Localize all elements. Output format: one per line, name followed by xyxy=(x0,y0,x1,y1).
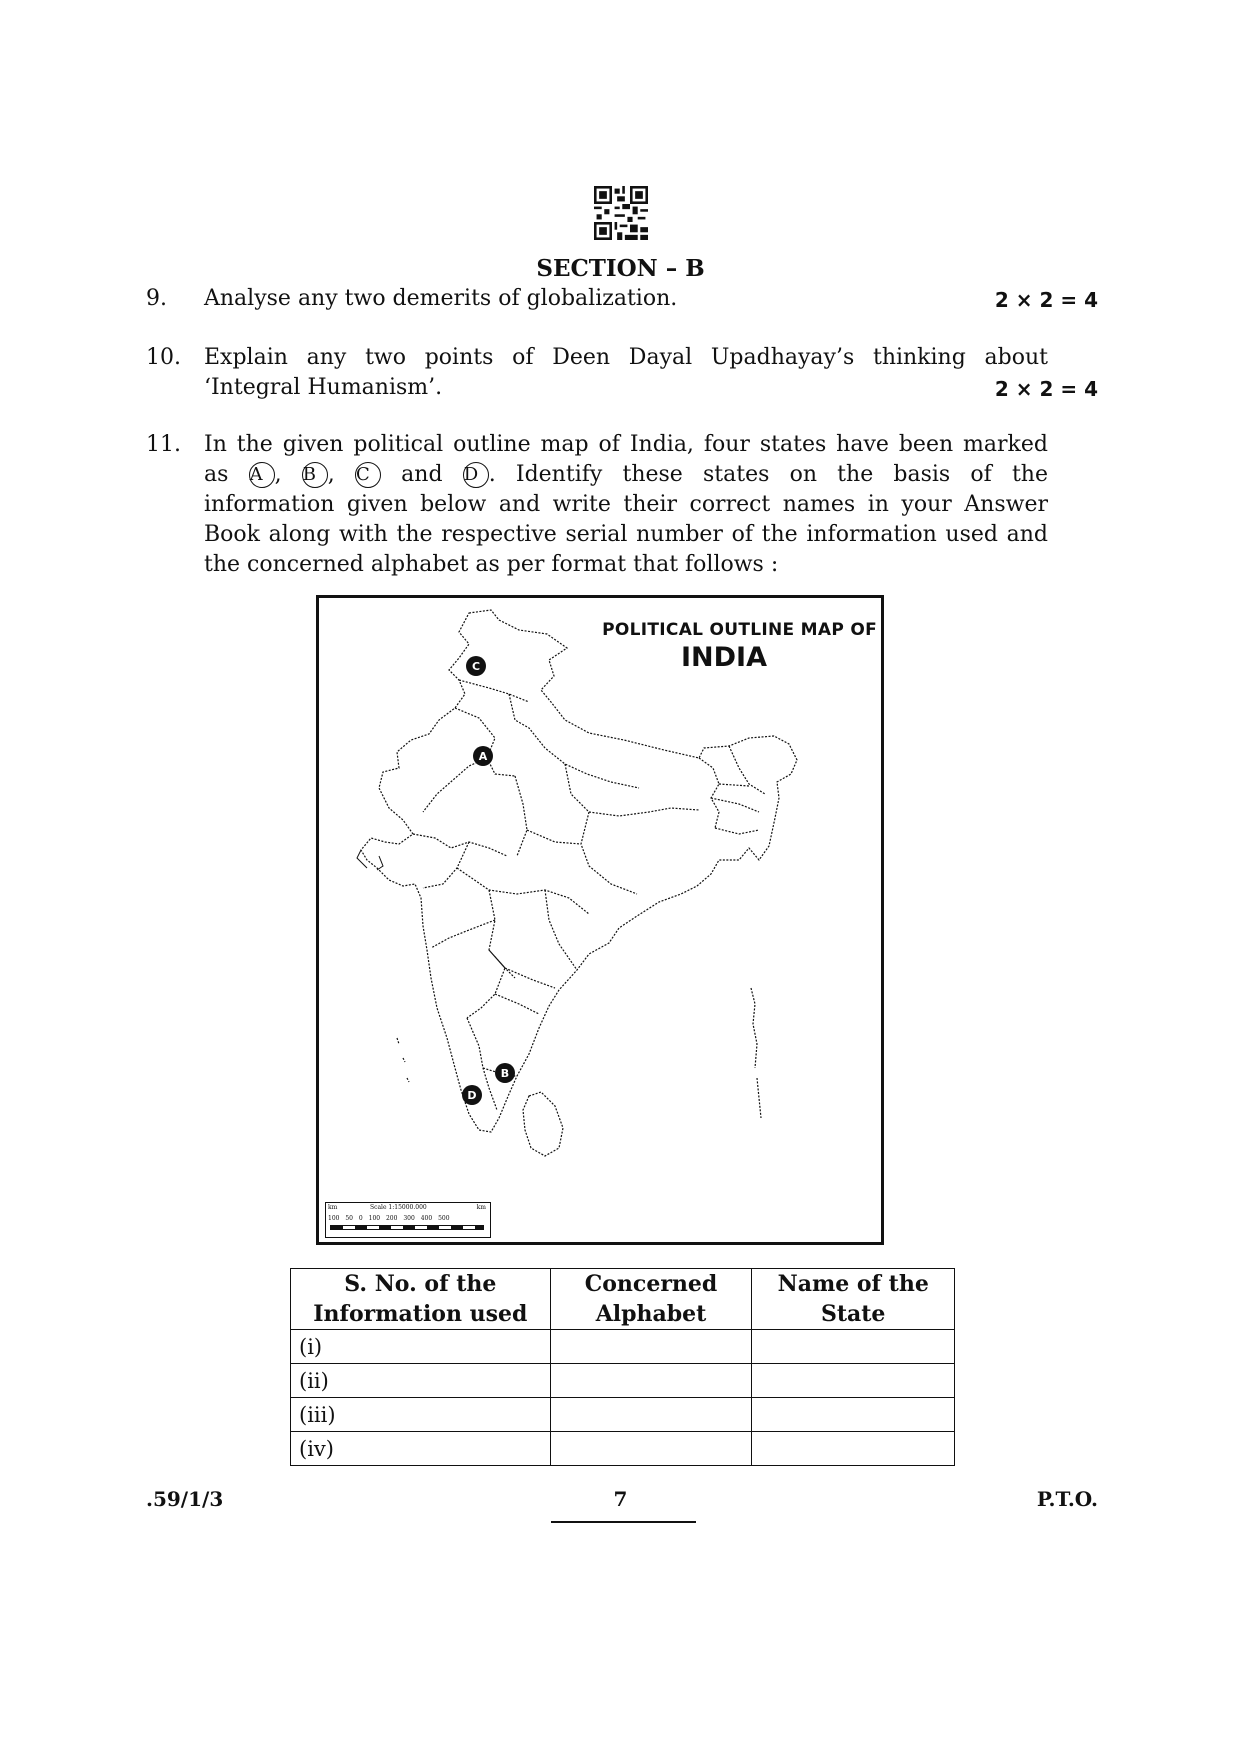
table-row xyxy=(291,1432,955,1466)
marker-b xyxy=(495,1063,515,1083)
paper-code: .59/1/3 xyxy=(146,1487,224,1511)
question-10 xyxy=(146,343,1098,403)
cell-alphabet xyxy=(550,1364,752,1398)
section-title: SECTION – B xyxy=(536,255,705,282)
page-number-underline xyxy=(551,1521,696,1523)
scale-unit-left: km xyxy=(328,1204,338,1211)
question-text-line: In the given political outline map of India, four states have been marked xyxy=(204,432,1048,457)
question-marks: 2 × 2 = 4 xyxy=(994,288,1098,312)
question-marks: 2 × 2 = 4 xyxy=(994,377,1098,401)
svg-text:A: A xyxy=(478,750,488,763)
map-scale xyxy=(325,1202,491,1238)
question-text-line: Explain any two points of Deen Dayal Upadhayay’s thinking about xyxy=(204,345,1048,370)
question-text-line: the concerned alphabet as per format that follows : xyxy=(204,552,779,577)
question-9 xyxy=(146,284,1098,314)
question-text: Analyse any two demerits of globalization. xyxy=(204,286,678,311)
question-number: 10. xyxy=(146,345,181,370)
question-11 xyxy=(146,430,1098,590)
pto-label: P.T.O. xyxy=(1036,1487,1098,1511)
row-serial: (iii) xyxy=(291,1398,551,1432)
cell-alphabet xyxy=(550,1432,752,1466)
marker-d-label: D xyxy=(463,462,489,488)
cell-state xyxy=(752,1364,955,1398)
question-text-line: information given below and write their correct names in your Answer xyxy=(204,492,1048,517)
page-number: 7 xyxy=(613,1487,628,1511)
scale-ticks: 100 50 0 100 200 300 400 500 xyxy=(328,1215,450,1222)
table-row xyxy=(291,1330,955,1364)
cell-state xyxy=(752,1432,955,1466)
table-row xyxy=(291,1364,955,1398)
question-text-line: ‘Integral Humanism’. xyxy=(204,375,443,400)
scale-bar xyxy=(330,1225,484,1230)
map-title-line2: INDIA xyxy=(681,642,767,673)
question-text-line: as A , B , C and D . Identify these states on the basis of the xyxy=(204,462,1048,487)
cell-alphabet xyxy=(550,1330,752,1364)
text-and: and xyxy=(401,462,443,487)
cell-state xyxy=(752,1398,955,1432)
table-header: Name of the State xyxy=(752,1269,955,1330)
cell-alphabet xyxy=(550,1398,752,1432)
row-serial: (ii) xyxy=(291,1364,551,1398)
marker-a xyxy=(473,746,493,766)
question-text-line: Book along with the respective serial number of the information used and xyxy=(204,522,1048,547)
cell-state xyxy=(752,1330,955,1364)
map-drawing xyxy=(319,598,881,1242)
question-number: 11. xyxy=(146,432,181,457)
table-header-row xyxy=(291,1269,955,1330)
table-row xyxy=(291,1398,955,1432)
marker-c xyxy=(466,656,486,676)
marker-c-label: C xyxy=(355,462,381,488)
question-number: 9. xyxy=(146,286,167,311)
map-title-line1: POLITICAL OUTLINE MAP OF xyxy=(602,620,877,640)
svg-text:B: B xyxy=(500,1067,510,1080)
row-serial: (iv) xyxy=(291,1432,551,1466)
qr-code xyxy=(594,186,648,240)
scale-unit-right: km xyxy=(476,1204,486,1211)
row-serial: (i) xyxy=(291,1330,551,1364)
table-header: S. No. of the Information used xyxy=(291,1269,551,1330)
marker-b-label: B xyxy=(302,462,328,488)
svg-text:D: D xyxy=(467,1089,477,1102)
marker-a-label: A xyxy=(249,462,275,488)
svg-text:C: C xyxy=(471,660,481,673)
marker-d xyxy=(462,1085,482,1105)
text-as: as xyxy=(204,462,229,487)
text-rest: . Identify these states on the basis of the xyxy=(488,462,1048,487)
scale-label: Scale 1:15000.000 xyxy=(370,1204,427,1211)
table-header: Concerned Alphabet xyxy=(550,1269,752,1330)
india-outline-map xyxy=(316,595,884,1245)
answer-format-table xyxy=(290,1268,955,1466)
